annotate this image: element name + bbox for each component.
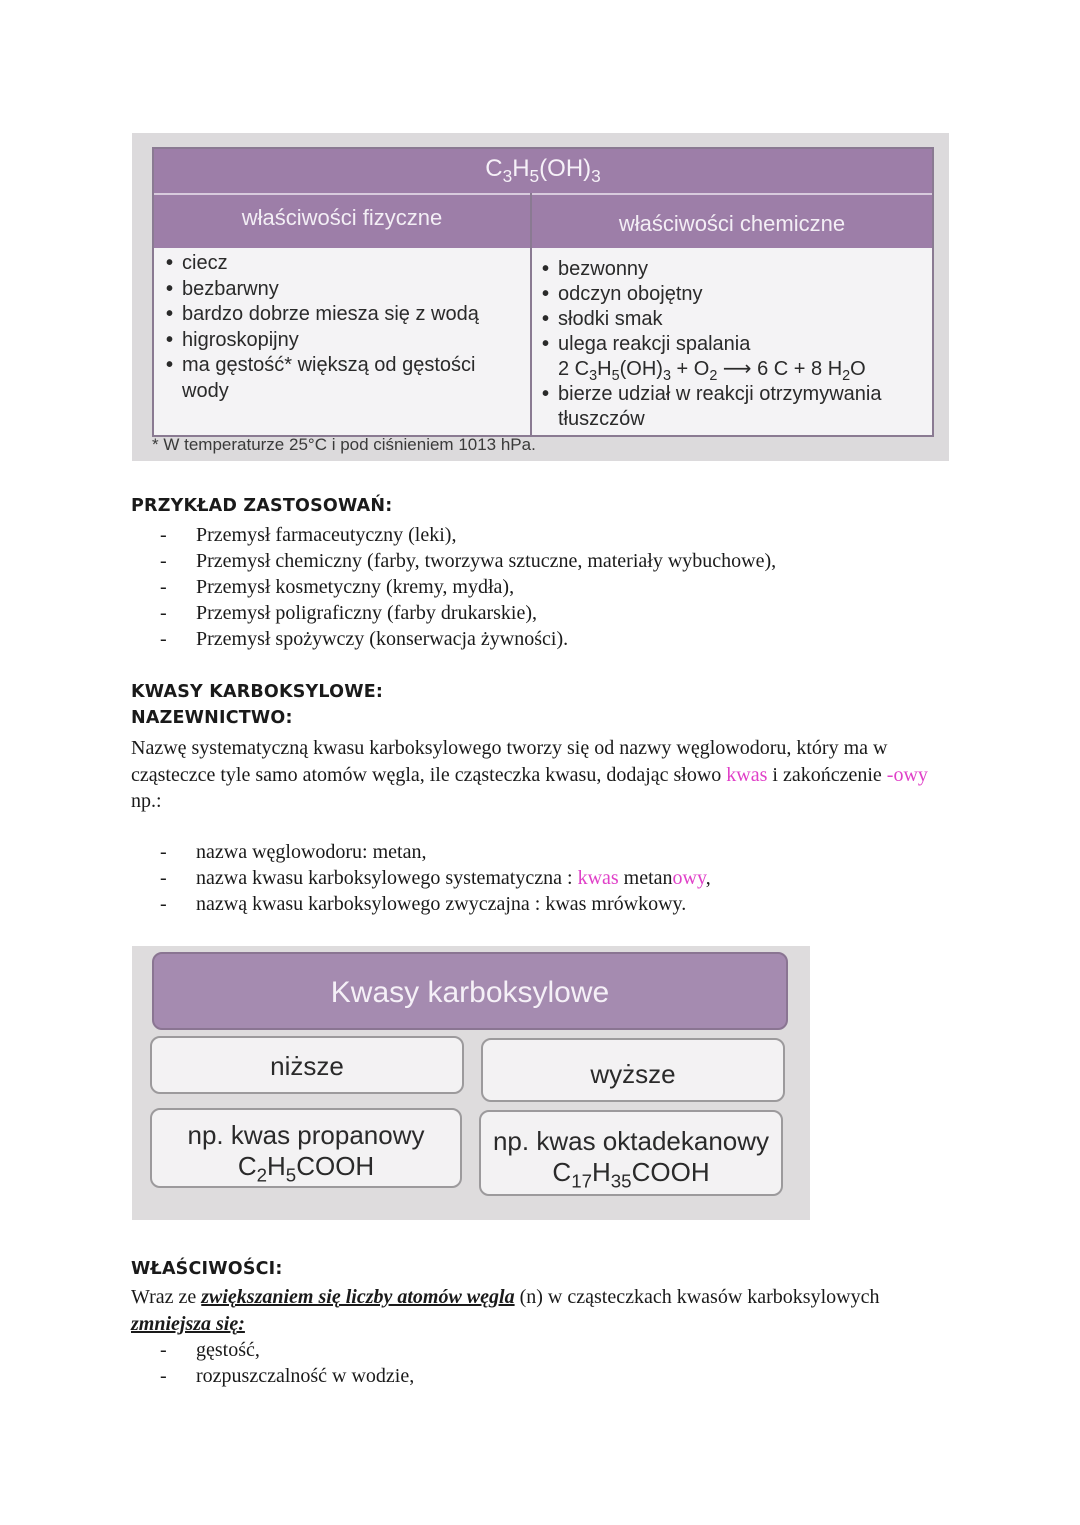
higher-acid-name: np. kwas oktadekanowy: [492, 1126, 770, 1156]
list-item: - gęstość,: [160, 1337, 414, 1363]
higher-acid-formula: $C_{17}H_{35}COOH$: [552, 1157, 710, 1192]
nomenclature-examples: [160, 839, 711, 917]
list-item: - Przemysł kosmetyczny (kremy, mydła),: [160, 574, 776, 600]
higher-acids-box: wyższe: [481, 1038, 785, 1102]
list-item: • ma gęstość* większą od gęstości wody: [166, 353, 526, 404]
list-item: • słodki smak: [542, 307, 932, 332]
list-item: - nazwą kwasu karboksylowego zwyczajna : kwas mrówkowy.: [160, 891, 711, 917]
lower-acids-box: niższe: [150, 1036, 464, 1094]
chemical-properties-header: właściwości chemiczne: [618, 211, 846, 236]
list-item: • bezbarwny: [166, 277, 526, 303]
footnote: * W temperaturze 25°C i pod ciśnieniem 1013 hPa.: [152, 435, 536, 454]
column-divider: [530, 193, 532, 435]
list-item: • bardzo dobrze miesza się z wodą: [166, 302, 526, 328]
glycerol-properties-photo: [132, 133, 949, 461]
chemical-properties-list: [542, 257, 932, 432]
list-item: • ciecz: [166, 251, 526, 277]
list-item: • odczyn obojętny: [542, 282, 932, 307]
list-item: - nazwa węglowodoru: metan,: [160, 839, 711, 865]
list-item: • higroskopijny: [166, 328, 526, 354]
list-item: - rozpuszczalność w wodzie,: [160, 1363, 414, 1389]
diagram-title-box: Kwasy karboksylowe: [152, 952, 788, 1030]
higher-acid-example-box: [479, 1110, 783, 1196]
nomenclature-heading: NAZEWNICTWO:: [131, 708, 293, 728]
applications-list: [160, 522, 776, 652]
lower-acid-example-box: [150, 1108, 462, 1188]
list-item: • ulega reakcji spalania: [542, 332, 932, 357]
lower-acid-name: np. kwas propanowy: [187, 1120, 425, 1150]
carboxylic-acids-diagram-photo: [132, 946, 810, 1220]
list-item: - nazwa kwasu karboksylowego systematyczna : kwas metanowy,: [160, 865, 711, 891]
list-item: - Przemysł spożywczy (konserwacja żywności).: [160, 626, 776, 652]
list-item: - Przemysł farmaceutyczny (leki),: [160, 522, 776, 548]
table-header: [154, 149, 932, 248]
nomenclature-paragraph: Nazwę systematyczną kwasu karboksylowego tworzy się od nazwy węglowodoru, który ma w cząsteczce tyle samo atomów węgla, ile cząsteczka kwasu, dodając słowo kwas i zakończenie -owy np.:: [131, 737, 928, 812]
applications-heading: PRZYKŁAD ZASTOSOWAŃ:: [131, 496, 393, 516]
header-separator: [154, 193, 932, 195]
glycerol-table: [152, 147, 934, 437]
list-item: - Przemysł chemiczny (farby, tworzywa sztuczne, materiały wybuchowe),: [160, 548, 776, 574]
list-item: • bezwonny: [542, 257, 932, 282]
carboxylic-acids-heading: KWASY KARBOKSYLOWE:: [131, 682, 384, 702]
physical-properties-header: właściwości fizyczne: [241, 205, 443, 230]
properties-paragraph: Wraz ze zwiększaniem się liczby atomów węgla (n) w cząsteczkach kwasów karboksylowych zmniejsza się:: [131, 1286, 880, 1335]
list-item: - Przemysł poligraficzny (farby drukarskie),: [160, 600, 776, 626]
properties-heading: WŁAŚCIWOŚCI:: [131, 1259, 283, 1279]
glycerol-formula: $C_3H_5(OH)_3$: [485, 155, 601, 187]
physical-properties-list: [166, 251, 526, 404]
lower-acid-formula: $C_2H_5COOH$: [237, 1151, 375, 1186]
properties-list: [160, 1337, 414, 1389]
list-item: • bierze udział w reakcji otrzymywania tłuszczów: [542, 382, 932, 432]
combustion-equation: 2 $C_3H_5(OH)_3 + O_2$ ⟶ 6 C + 8 $H_2O$: [558, 358, 866, 385]
